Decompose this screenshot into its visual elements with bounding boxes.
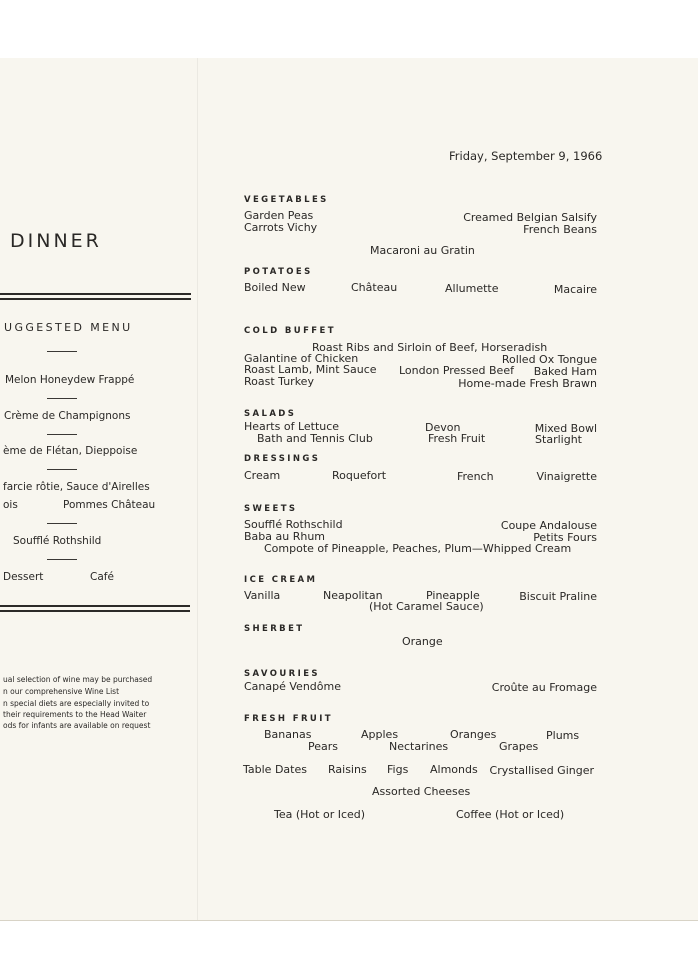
menu-item: Bath and Tennis Club xyxy=(257,432,373,445)
menu-item: Neapolitan xyxy=(323,589,383,602)
menu-item: Crystallised Ginger xyxy=(489,764,594,777)
menu-item: Coupe Andalouse xyxy=(500,519,597,532)
infant-note: ods for infants are available on request xyxy=(3,721,151,730)
menu-item: Roast Ribs and Sirloin of Beef, Horseradish xyxy=(312,341,548,354)
menu-item: Fresh Fruit xyxy=(428,432,486,445)
menu-item: Orange xyxy=(402,635,443,648)
course-item: farcie rôtie, Sauce d'Airelles xyxy=(3,481,150,493)
section-heading-sweets: SWEETS xyxy=(244,504,298,514)
menu-item: Compote of Pineapple, Peaches, Plum—Whipped Cream xyxy=(264,542,572,555)
diet-note: their requirements to the Head Waiter xyxy=(3,710,147,719)
menu-item: Château xyxy=(351,281,398,294)
course-item: Melon Honeydew Frappé xyxy=(5,374,135,386)
menu-item: Petits Fours xyxy=(533,531,597,544)
menu-item: Figs xyxy=(387,763,409,776)
section-heading-sherbet: SHERBET xyxy=(244,624,305,634)
menu-item: Assorted Cheeses xyxy=(372,785,471,798)
menu-item: Soufflé Rothschild xyxy=(244,518,343,531)
section-heading-salads: SALADS xyxy=(244,409,297,419)
menu-item: Roast Turkey xyxy=(244,375,314,388)
section-heading-ice-cream: ICE CREAM xyxy=(244,575,318,585)
course-divider xyxy=(47,351,77,352)
menu-item: Devon xyxy=(425,421,461,434)
menu-item: Croûte au Fromage xyxy=(491,681,597,694)
menu-item: Baked Ham xyxy=(533,365,597,378)
menu-item: (Hot Caramel Sauce) xyxy=(369,600,484,613)
menu-item: Macaroni au Gratin xyxy=(370,244,475,257)
menu-item: Rolled Ox Tongue xyxy=(501,353,597,366)
course-item: ois xyxy=(3,499,18,511)
menu-item: Macaire xyxy=(553,283,597,296)
menu-date: Friday, September 9, 1966 xyxy=(449,149,603,163)
dinner-title: DINNER xyxy=(10,230,102,252)
menu-item: Nectarines xyxy=(389,740,449,753)
menu-item: London Pressed Beef xyxy=(399,364,514,377)
wine-note: n our comprehensive Wine List xyxy=(3,687,120,696)
menu-item: Carrots Vichy xyxy=(244,221,318,234)
fold-line xyxy=(197,58,198,920)
menu-item: French xyxy=(457,470,494,483)
course-item: Soufflé Rothshild xyxy=(13,535,102,547)
menu-item: Mixed Bowl xyxy=(534,422,597,435)
menu-item: Table Dates xyxy=(243,763,307,776)
course-item: Pommes Château xyxy=(63,499,156,511)
menu-item: Biscuit Praline xyxy=(519,590,597,603)
menu-item: Raisins xyxy=(328,763,367,776)
menu-item: Roquefort xyxy=(332,469,387,482)
menu-item: Almonds xyxy=(430,763,478,776)
menu-item: Plums xyxy=(546,729,580,742)
menu-item: Garden Peas xyxy=(244,209,314,222)
section-heading-vegetables: VEGETABLES xyxy=(244,195,329,205)
course-item: Café xyxy=(90,571,114,583)
double-rule-top xyxy=(0,298,191,300)
menu-item: Galantine of Chicken xyxy=(244,352,359,365)
menu-item: Baba au Rhum xyxy=(244,530,326,543)
section-heading-fresh-fruit: FRESH FRUIT xyxy=(244,714,333,724)
section-heading-potatoes: POTATOES xyxy=(244,267,313,277)
menu-item: French Beans xyxy=(523,223,597,236)
suggested-menu-heading: UGGESTED MENU xyxy=(4,321,133,334)
wine-note: ual selection of wine may be purchased xyxy=(3,675,153,684)
menu-item: Vinaigrette xyxy=(536,470,597,483)
menu-item: Hearts of Lettuce xyxy=(244,420,340,433)
menu-item: Cream xyxy=(244,469,281,482)
course-item: ème de Flétan, Dieppoise xyxy=(3,445,138,457)
menu-item: Vanilla xyxy=(244,589,281,602)
menu-item: Starlight xyxy=(535,433,582,446)
menu-item: Coffee (Hot or Iced) xyxy=(456,808,565,821)
course-divider xyxy=(47,469,77,470)
diet-note: n special diets are especially invited to xyxy=(3,699,150,708)
menu-item: Home-made Fresh Brawn xyxy=(458,377,597,390)
menu-item: Apples xyxy=(361,728,399,741)
menu-item: Pears xyxy=(308,740,339,753)
course-divider xyxy=(47,398,77,399)
menu-item: Creamed Belgian Salsify xyxy=(463,211,597,224)
menu-item: Grapes xyxy=(499,740,539,753)
double-rule-top xyxy=(0,293,191,295)
menu-item: Oranges xyxy=(450,728,497,741)
menu-item: Pineapple xyxy=(426,589,480,602)
course-divider xyxy=(47,434,77,435)
double-rule-bottom xyxy=(0,605,190,607)
double-rule-bottom xyxy=(0,610,190,612)
menu-item: Bananas xyxy=(264,728,312,741)
section-heading-cold-buffet: COLD BUFFET xyxy=(244,326,336,336)
menu-item: Allumette xyxy=(445,282,499,295)
section-heading-savouries: SAVOURIES xyxy=(244,669,320,679)
menu-item: Roast Lamb, Mint Sauce xyxy=(244,363,377,376)
menu-item: Boiled New xyxy=(244,281,306,294)
course-divider xyxy=(47,559,77,560)
course-divider xyxy=(47,523,77,524)
menu-item: Canapé Vendôme xyxy=(244,680,341,693)
course-item: Dessert xyxy=(3,571,44,583)
menu-item: Tea (Hot or Iced) xyxy=(274,808,366,821)
course-item: Crème de Champignons xyxy=(4,410,131,422)
section-heading-dressings: DRESSINGS xyxy=(244,454,321,464)
